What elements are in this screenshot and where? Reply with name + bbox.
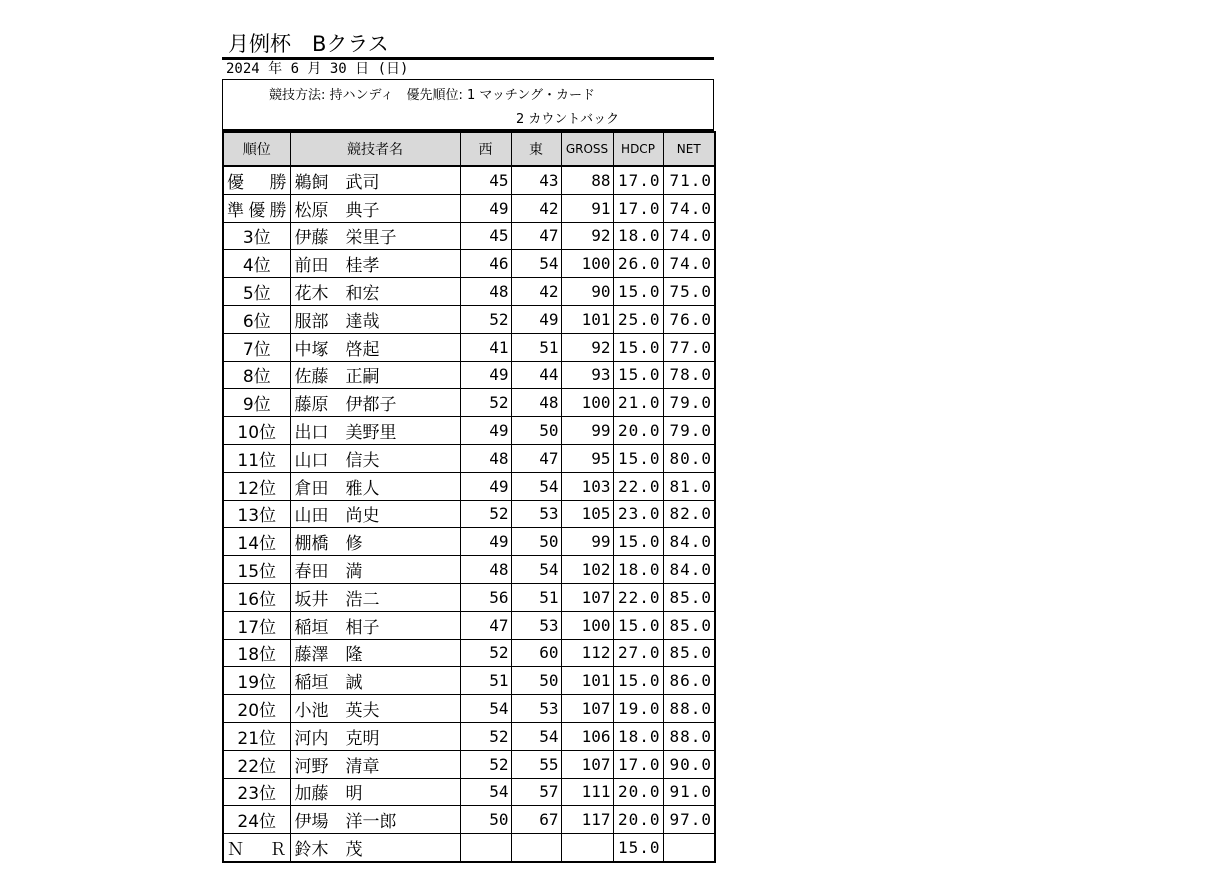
handicap: 23.0 xyxy=(613,500,663,528)
gross-score: 100 xyxy=(561,611,613,639)
header-west: 西 xyxy=(460,132,511,166)
rank-cell: 8位 xyxy=(223,361,290,389)
rules-line-1: 競技方法: 持ハンディ 優先順位: 1 マッチング・カード xyxy=(269,88,595,103)
net-score: 81.0 xyxy=(663,472,715,500)
header-name: 競技者名 xyxy=(290,132,460,166)
net-score: 76.0 xyxy=(663,305,715,333)
table-row xyxy=(223,305,715,333)
west-score: 50 xyxy=(460,806,511,834)
table-row xyxy=(223,667,715,695)
east-score: 60 xyxy=(511,639,561,667)
net-score: 88.0 xyxy=(663,695,715,723)
east-score: 54 xyxy=(511,250,561,278)
table-row xyxy=(223,389,715,417)
gross-score: 107 xyxy=(561,583,613,611)
rules-line-2: 2 カウントバック xyxy=(516,112,620,127)
table-row xyxy=(223,166,715,194)
table-row xyxy=(223,722,715,750)
handicap: 20.0 xyxy=(613,417,663,445)
gross-score: 101 xyxy=(561,667,613,695)
net-score: 75.0 xyxy=(663,278,715,306)
rank-cell: Ｎ Ｒ xyxy=(223,834,290,862)
west-score: 48 xyxy=(460,556,511,584)
handicap: 15.0 xyxy=(613,611,663,639)
east-score: 47 xyxy=(511,222,561,250)
west-score: 54 xyxy=(460,778,511,806)
rank-cell: 4位 xyxy=(223,250,290,278)
player-name: 伊場 洋一郎 xyxy=(290,806,460,834)
west-score xyxy=(460,834,511,862)
table-row xyxy=(223,417,715,445)
net-score: 91.0 xyxy=(663,778,715,806)
handicap: 15.0 xyxy=(613,834,663,862)
east-score: 42 xyxy=(511,194,561,222)
handicap: 26.0 xyxy=(613,250,663,278)
rank-cell: 18位 xyxy=(223,639,290,667)
handicap: 25.0 xyxy=(613,305,663,333)
net-score: 74.0 xyxy=(663,250,715,278)
handicap: 15.0 xyxy=(613,278,663,306)
east-score: 50 xyxy=(511,528,561,556)
table-row xyxy=(223,806,715,834)
player-name: 伊藤 栄里子 xyxy=(290,222,460,250)
rank-cell: 10位 xyxy=(223,417,290,445)
west-score: 52 xyxy=(460,750,511,778)
gross-score: 93 xyxy=(561,361,613,389)
table-row xyxy=(223,278,715,306)
gross-score: 99 xyxy=(561,528,613,556)
east-score: 54 xyxy=(511,556,561,584)
west-score: 49 xyxy=(460,472,511,500)
east-score: 55 xyxy=(511,750,561,778)
west-score: 41 xyxy=(460,333,511,361)
rank-cell: 24位 xyxy=(223,806,290,834)
west-score: 52 xyxy=(460,639,511,667)
rank-cell: 優 勝 xyxy=(223,166,290,194)
gross-score: 105 xyxy=(561,500,613,528)
net-score: 85.0 xyxy=(663,639,715,667)
player-name: 中塚 啓起 xyxy=(290,333,460,361)
rank-cell: 7位 xyxy=(223,333,290,361)
table-row xyxy=(223,250,715,278)
header-gross: GROSS xyxy=(561,132,613,166)
player-name: 稲垣 誠 xyxy=(290,667,460,695)
east-score: 50 xyxy=(511,667,561,695)
handicap: 15.0 xyxy=(613,444,663,472)
results-sheet xyxy=(222,32,714,863)
east-score: 47 xyxy=(511,444,561,472)
table-row xyxy=(223,194,715,222)
table-row xyxy=(223,556,715,584)
net-score: 79.0 xyxy=(663,417,715,445)
gross-score: 101 xyxy=(561,305,613,333)
east-score: 53 xyxy=(511,611,561,639)
rules-box xyxy=(222,79,714,131)
west-score: 51 xyxy=(460,667,511,695)
handicap: 15.0 xyxy=(613,667,663,695)
gross-score: 117 xyxy=(561,806,613,834)
player-name: 服部 達哉 xyxy=(290,305,460,333)
table-row xyxy=(223,361,715,389)
east-score: 49 xyxy=(511,305,561,333)
rank-cell: 22位 xyxy=(223,750,290,778)
net-score: 79.0 xyxy=(663,389,715,417)
east-score: 51 xyxy=(511,333,561,361)
east-score: 42 xyxy=(511,278,561,306)
player-name: 坂井 浩二 xyxy=(290,583,460,611)
player-name: 藤澤 隆 xyxy=(290,639,460,667)
player-name: 加藤 明 xyxy=(290,778,460,806)
east-score: 54 xyxy=(511,722,561,750)
handicap: 15.0 xyxy=(613,361,663,389)
player-name: 河内 克明 xyxy=(290,722,460,750)
handicap: 17.0 xyxy=(613,750,663,778)
player-name: 春田 満 xyxy=(290,556,460,584)
net-score: 97.0 xyxy=(663,806,715,834)
net-score: 78.0 xyxy=(663,361,715,389)
west-score: 52 xyxy=(460,722,511,750)
gross-score xyxy=(561,834,613,862)
gross-score: 103 xyxy=(561,472,613,500)
table-row xyxy=(223,472,715,500)
handicap: 27.0 xyxy=(613,639,663,667)
player-name: 花木 和宏 xyxy=(290,278,460,306)
west-score: 54 xyxy=(460,695,511,723)
player-name: 稲垣 相子 xyxy=(290,611,460,639)
table-row xyxy=(223,222,715,250)
handicap: 22.0 xyxy=(613,583,663,611)
player-name: 鈴木 茂 xyxy=(290,834,460,862)
rank-cell: 12位 xyxy=(223,472,290,500)
player-name: 棚橋 修 xyxy=(290,528,460,556)
gross-score: 88 xyxy=(561,166,613,194)
west-score: 45 xyxy=(460,222,511,250)
table-row xyxy=(223,778,715,806)
rank-cell: 20位 xyxy=(223,695,290,723)
west-score: 48 xyxy=(460,278,511,306)
net-score: 82.0 xyxy=(663,500,715,528)
east-score: 54 xyxy=(511,472,561,500)
player-name: 出口 美野里 xyxy=(290,417,460,445)
handicap: 17.0 xyxy=(613,166,663,194)
net-score: 84.0 xyxy=(663,528,715,556)
east-score: 53 xyxy=(511,500,561,528)
net-score: 85.0 xyxy=(663,583,715,611)
gross-score: 107 xyxy=(561,695,613,723)
net-score: 90.0 xyxy=(663,750,715,778)
player-name: 河野 清章 xyxy=(290,750,460,778)
rank-cell: 準優勝 xyxy=(223,194,290,222)
gross-score: 100 xyxy=(561,250,613,278)
results-table xyxy=(222,131,716,863)
east-score: 57 xyxy=(511,778,561,806)
player-name: 佐藤 正嗣 xyxy=(290,361,460,389)
player-name: 鵜飼 武司 xyxy=(290,166,460,194)
player-name: 藤原 伊都子 xyxy=(290,389,460,417)
net-score: 74.0 xyxy=(663,222,715,250)
rank-cell: 17位 xyxy=(223,611,290,639)
page-title: 月例杯 Bクラス xyxy=(222,32,714,60)
gross-score: 91 xyxy=(561,194,613,222)
rank-cell: 5位 xyxy=(223,278,290,306)
gross-score: 99 xyxy=(561,417,613,445)
rank-cell: 23位 xyxy=(223,778,290,806)
west-score: 45 xyxy=(460,166,511,194)
east-score xyxy=(511,834,561,862)
gross-score: 92 xyxy=(561,222,613,250)
gross-score: 100 xyxy=(561,389,613,417)
rank-cell: 3位 xyxy=(223,222,290,250)
header-east: 東 xyxy=(511,132,561,166)
rank-cell: 21位 xyxy=(223,722,290,750)
handicap: 18.0 xyxy=(613,722,663,750)
rank-cell: 14位 xyxy=(223,528,290,556)
net-score: 86.0 xyxy=(663,667,715,695)
player-name: 松原 典子 xyxy=(290,194,460,222)
player-name: 山田 尚史 xyxy=(290,500,460,528)
rank-cell: 15位 xyxy=(223,556,290,584)
rank-cell: 11位 xyxy=(223,444,290,472)
gross-score: 107 xyxy=(561,750,613,778)
handicap: 21.0 xyxy=(613,389,663,417)
west-score: 56 xyxy=(460,583,511,611)
table-row xyxy=(223,444,715,472)
east-score: 67 xyxy=(511,806,561,834)
east-score: 48 xyxy=(511,389,561,417)
west-score: 46 xyxy=(460,250,511,278)
header-hdcp: HDCP xyxy=(613,132,663,166)
rank-cell: 13位 xyxy=(223,500,290,528)
west-score: 49 xyxy=(460,194,511,222)
net-score: 85.0 xyxy=(663,611,715,639)
gross-score: 95 xyxy=(561,444,613,472)
player-name: 倉田 雅人 xyxy=(290,472,460,500)
east-score: 44 xyxy=(511,361,561,389)
rank-cell: 9位 xyxy=(223,389,290,417)
rank-cell: 6位 xyxy=(223,305,290,333)
net-score: 77.0 xyxy=(663,333,715,361)
west-score: 52 xyxy=(460,500,511,528)
handicap: 20.0 xyxy=(613,778,663,806)
west-score: 47 xyxy=(460,611,511,639)
table-row xyxy=(223,583,715,611)
net-score: 74.0 xyxy=(663,194,715,222)
rank-cell: 19位 xyxy=(223,667,290,695)
east-score: 50 xyxy=(511,417,561,445)
player-name: 山口 信夫 xyxy=(290,444,460,472)
handicap: 18.0 xyxy=(613,556,663,584)
west-score: 48 xyxy=(460,444,511,472)
gross-score: 111 xyxy=(561,778,613,806)
west-score: 49 xyxy=(460,528,511,556)
handicap: 17.0 xyxy=(613,194,663,222)
table-row xyxy=(223,500,715,528)
handicap: 18.0 xyxy=(613,222,663,250)
net-score: 84.0 xyxy=(663,556,715,584)
east-score: 43 xyxy=(511,166,561,194)
gross-score: 102 xyxy=(561,556,613,584)
east-score: 53 xyxy=(511,695,561,723)
gross-score: 112 xyxy=(561,639,613,667)
gross-score: 106 xyxy=(561,722,613,750)
table-row xyxy=(223,695,715,723)
east-score: 51 xyxy=(511,583,561,611)
west-score: 49 xyxy=(460,361,511,389)
table-row xyxy=(223,611,715,639)
table-row xyxy=(223,333,715,361)
west-score: 52 xyxy=(460,305,511,333)
net-score: 80.0 xyxy=(663,444,715,472)
event-date: 2024 年 6 月 30 日 (日) xyxy=(226,61,409,77)
player-name: 小池 英夫 xyxy=(290,695,460,723)
table-row xyxy=(223,834,715,862)
net-score: 71.0 xyxy=(663,166,715,194)
gross-score: 92 xyxy=(561,333,613,361)
header-net: NET xyxy=(663,132,715,166)
table-row xyxy=(223,528,715,556)
west-score: 49 xyxy=(460,417,511,445)
net-score: 88.0 xyxy=(663,722,715,750)
handicap: 22.0 xyxy=(613,472,663,500)
player-name: 前田 桂孝 xyxy=(290,250,460,278)
handicap: 15.0 xyxy=(613,333,663,361)
handicap: 20.0 xyxy=(613,806,663,834)
gross-score: 90 xyxy=(561,278,613,306)
table-row xyxy=(223,750,715,778)
header-rank: 順位 xyxy=(223,132,290,166)
handicap: 19.0 xyxy=(613,695,663,723)
table-row xyxy=(223,639,715,667)
west-score: 52 xyxy=(460,389,511,417)
handicap: 15.0 xyxy=(613,528,663,556)
header-row xyxy=(223,132,715,166)
rank-cell: 16位 xyxy=(223,583,290,611)
net-score xyxy=(663,834,715,862)
